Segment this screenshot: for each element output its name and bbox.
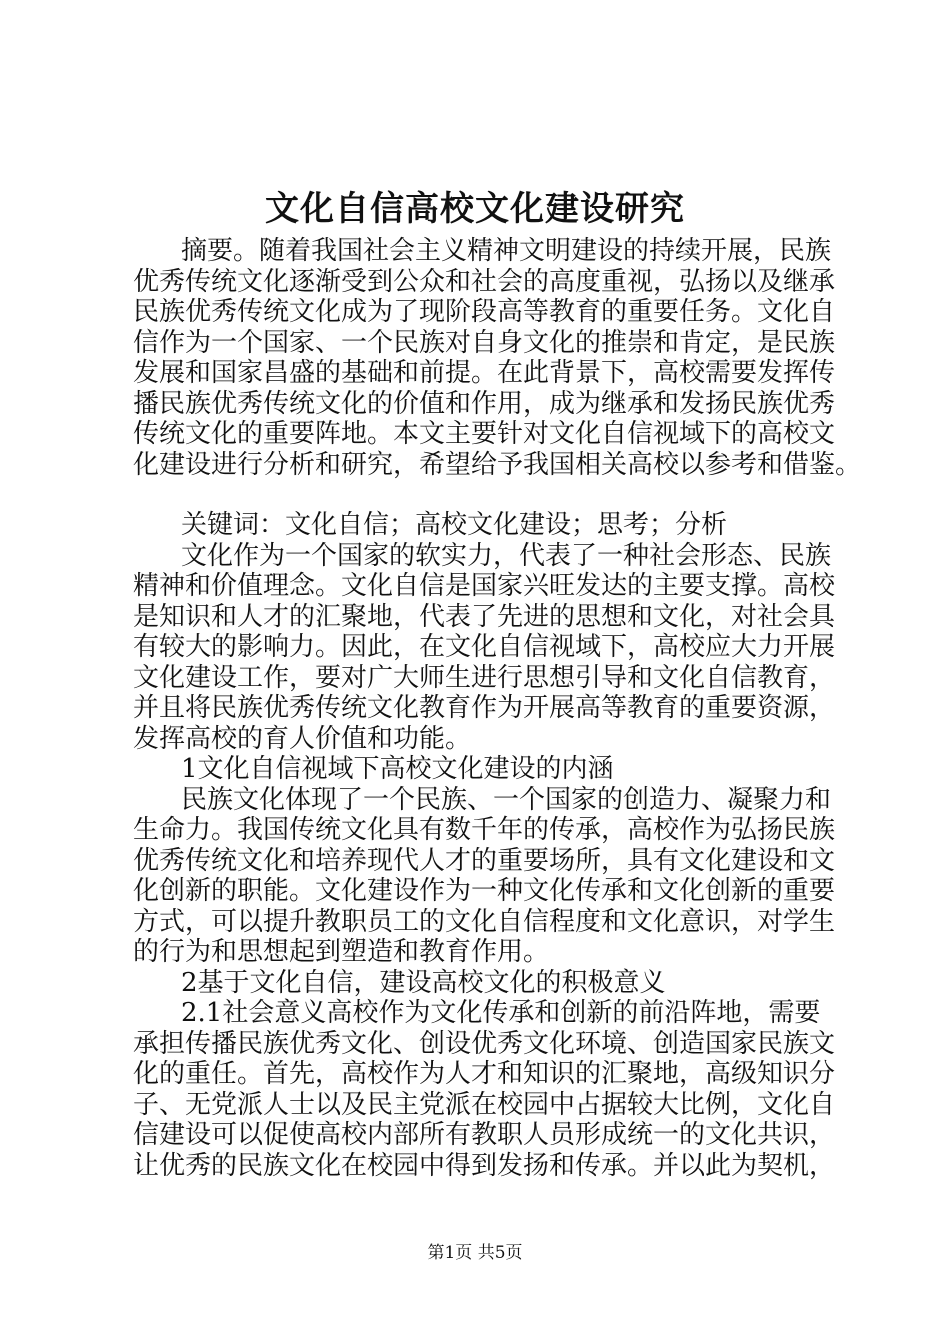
abstract-line: 信作为一个国家、一个民族对自身文化的推崇和肯定，是民族 [133, 327, 836, 358]
intro-line: 并且将民族优秀传统文化教育作为开展高等教育的重要资源， [133, 693, 836, 723]
section-2-1-line: 承担传播民族优秀文化、创设优秀文化环境、创造国家民族文 [133, 1028, 836, 1059]
section-1-paragraph [133, 784, 836, 968]
intro-line: 有较大的影响力。因此，在文化自信视域下，高校应大力开展 [133, 632, 836, 662]
abstract-line: 播民族优秀传统文化的价值和作用，成为继承和发扬民族优秀 [133, 388, 836, 419]
section-1-line: 优秀传统文化和培养现代人才的重要场所，具有文化建设和文 [133, 845, 836, 876]
section-1-line: 化创新的职能。文化建设作为一种文化传承和文化创新的重要 [133, 876, 836, 906]
intro-line: 文化作为一个国家的软实力，代表了一种社会形态、民族 [181, 540, 832, 571]
intro-line: 精神和价值理念。文化自信是国家兴旺发达的主要支撑。高校 [133, 571, 836, 601]
section-1-line: 的行为和思想起到塑造和教育作用。 [133, 937, 550, 967]
abstract-line: 摘要。随着我国社会主义精神文明建设的持续开展，民族 [181, 236, 832, 266]
intro-paragraph [133, 540, 836, 755]
document-title: 文化自信高校文化建设研究 [265, 189, 685, 229]
section-1-line: 民族文化体现了一个民族、一个国家的创造力、凝聚力和 [181, 784, 832, 815]
section-2-1-line: 信建设可以促使高校内部所有教职人员形成统一的文化共识， [133, 1120, 836, 1150]
section-2-1-paragraph [133, 998, 836, 1181]
section-2-1-line: 让优秀的民族文化在校园中得到发扬和传承。并以此为契机， [133, 1150, 836, 1181]
abstract-line: 民族优秀传统文化成为了现阶段高等教育的重要任务。文化自 [133, 297, 836, 327]
abstract-line: 发展和国家昌盛的基础和前提。在此背景下，高校需要发挥传 [133, 358, 836, 388]
section-1-heading: 1文化自信视域下高校文化建设的内涵 [181, 754, 614, 784]
paragraph-gap [133, 480, 833, 510]
page-footer: 第1页 共5页 [427, 1243, 523, 1263]
section-2-1-line: 化的重任。首先，高校作为人才和知识的汇聚地，高级知识分 [133, 1059, 836, 1089]
section-1-line: 生命力。我国传统文化具有数千年的传承，高校作为弘扬民族 [133, 815, 836, 845]
abstract-line: 化建设进行分析和研究，希望给予我国相关高校以参考和借鉴。 [133, 449, 862, 480]
section-2-1-line: 子、无党派人士以及民主党派在校园中占据较大比例，文化自 [133, 1089, 836, 1120]
document-body [133, 236, 862, 1181]
abstract-line: 传统文化的重要阵地。本文主要针对文化自信视域下的高校文 [133, 419, 836, 449]
intro-line: 文化建设工作，要对广大师生进行思想引导和文化自信教育， [133, 662, 836, 693]
abstract-paragraph [133, 236, 862, 480]
intro-line: 发挥高校的育人价值和功能。 [133, 723, 472, 754]
section-1-line: 方式，可以提升教职员工的文化自信程度和文化意识，对学生 [133, 906, 836, 937]
abstract-line: 优秀传统文化逐渐受到公众和社会的高度重视，弘扬以及继承 [133, 266, 836, 297]
section-2-heading: 2基于文化自信，建设高校文化的积极意义 [181, 967, 666, 998]
intro-line: 是知识和人才的汇聚地，代表了先进的思想和文化，对社会具 [133, 601, 836, 632]
keywords-line: 关键词：文化自信；高校文化建设；思考；分析 [181, 510, 728, 540]
section-2-1-line: 2.1社会意义高校作为文化传承和创新的前沿阵地，需要 [181, 998, 821, 1028]
